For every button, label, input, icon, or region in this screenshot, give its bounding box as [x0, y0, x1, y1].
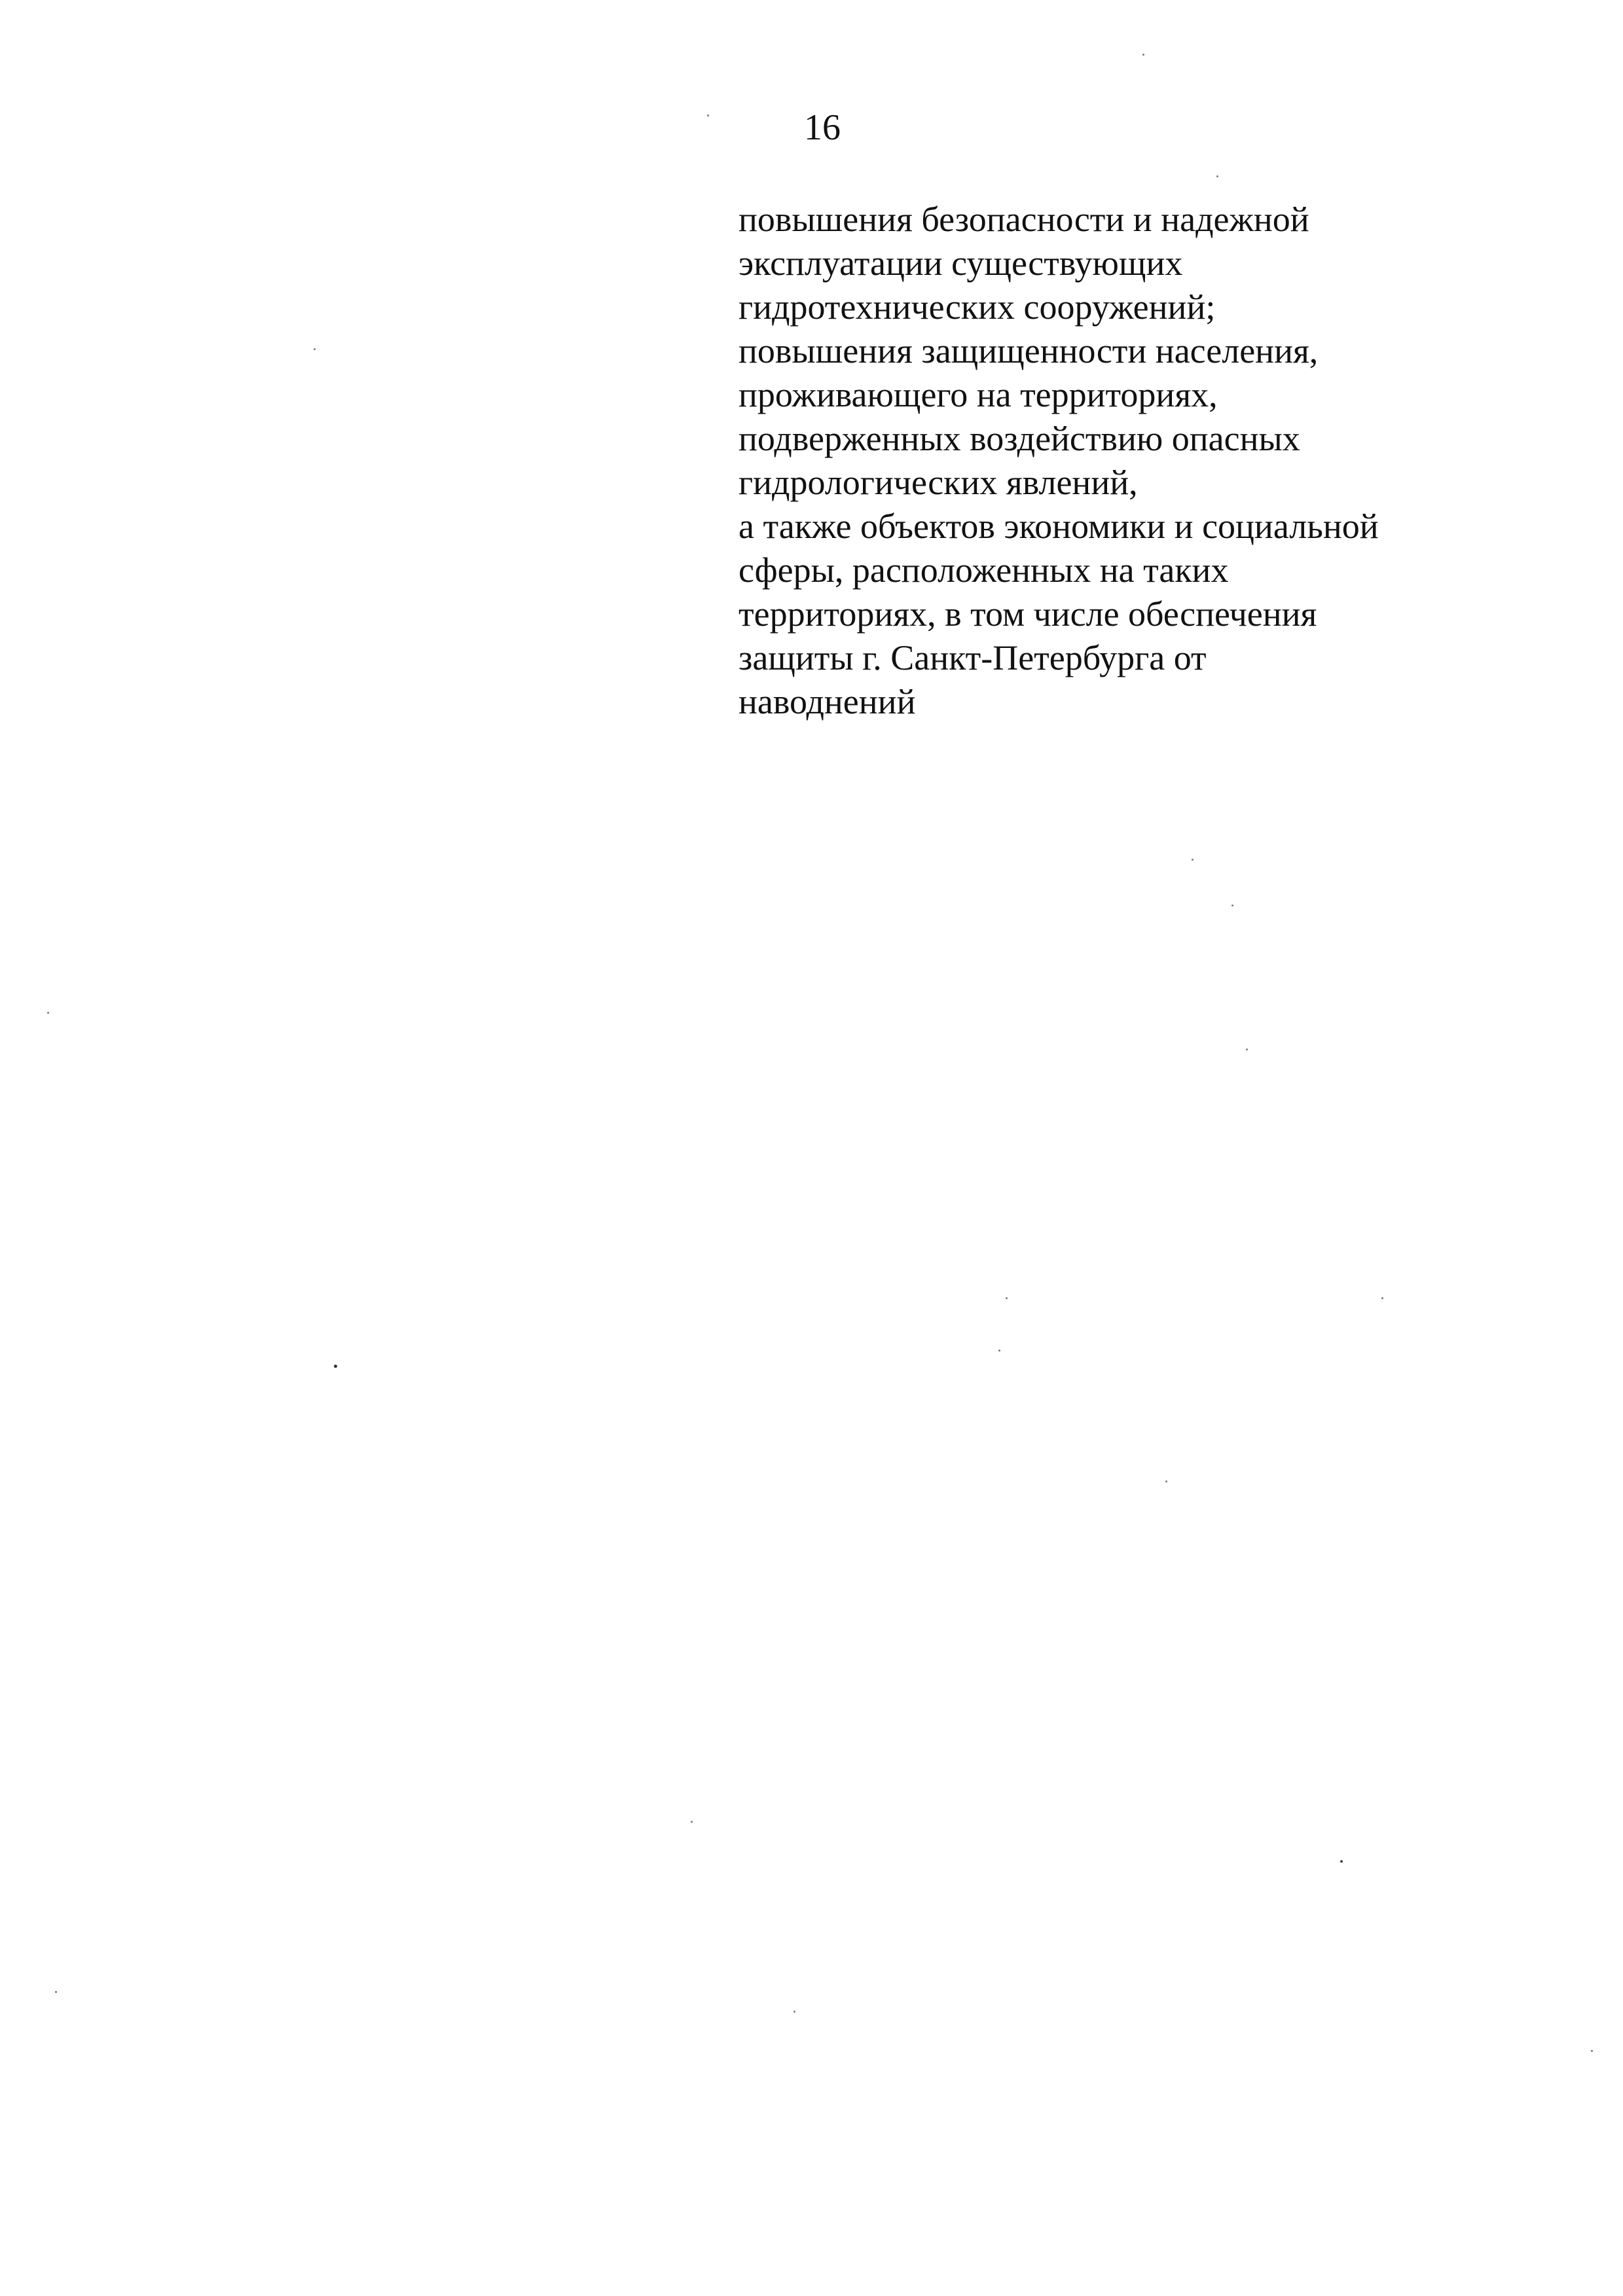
text-line: территориях, в том числе обеспечения	[739, 594, 1317, 634]
text-line: гидротехнических сооружений;	[739, 287, 1216, 327]
scan-speck	[55, 1991, 57, 1993]
scan-speck	[1006, 1297, 1008, 1299]
scan-speck	[1231, 905, 1233, 906]
body-text	[739, 198, 1524, 724]
scan-speck	[334, 1365, 337, 1368]
text-line: гидрологических явлений,	[739, 463, 1138, 502]
scan-speck	[1340, 1860, 1343, 1863]
scan-speck	[1142, 54, 1144, 56]
page-number: 16	[804, 107, 841, 148]
text-line: а также объектов экономики и социальной	[739, 507, 1379, 546]
text-line: наводнений	[739, 682, 916, 721]
text-line: защиты г. Санкт-Петербурга от	[739, 638, 1207, 677]
text-line: проживающего на территориях,	[739, 375, 1218, 414]
scan-speck	[707, 115, 709, 117]
scan-speck	[691, 1821, 693, 1823]
text-line: повышения безопасности и надежной	[739, 200, 1309, 239]
scan-speck	[1246, 1049, 1248, 1050]
scan-speck	[47, 1012, 49, 1014]
scan-speck	[1216, 175, 1218, 177]
scan-speck	[314, 348, 316, 350]
scan-speck	[998, 1350, 1000, 1352]
text-line: подверженных воздействию опасных	[739, 419, 1300, 458]
scan-speck	[793, 2011, 795, 2013]
text-line: повышения защищенности населения,	[739, 331, 1319, 370]
scan-speck	[1165, 1480, 1167, 1482]
text-line: сферы, расположенных на таких	[739, 550, 1229, 590]
scan-speck	[1591, 2050, 1593, 2052]
scan-speck	[1192, 859, 1194, 861]
scan-speck	[1381, 1297, 1383, 1299]
text-line: эксплуатации существующих	[739, 243, 1183, 283]
